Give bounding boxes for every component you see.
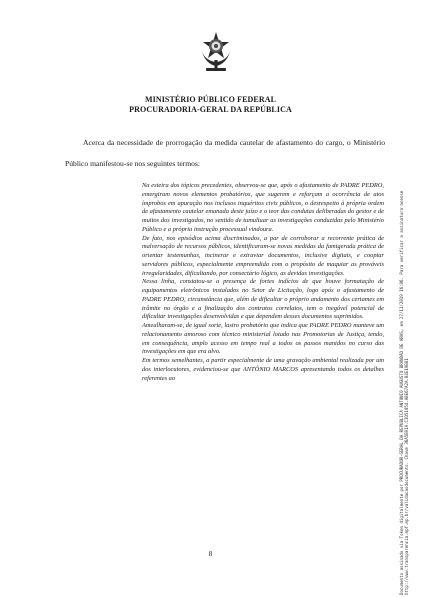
quote-paragraph: Nessa linha, constatou-se a presença de fortes indícios de que houve formatação de equipamentos eletrônicos instalados no Setor de Licitação, logo após o afastamento de PADRE PEDRO, circunstância que, além de dificultar o próprio andamento dos certames em trâmite no órgão e a finalização dos contratos correlatos, tem o inegável potencial de dificultar investigações desenvolvidas e que dependem desses documentos suprimidos. — [142, 278, 384, 321]
verification-link[interactable]: http://www.transparencia.mpf.mp.br/validacaodocumento. Chave 36A5B91A.C3D51054.ABE67A2A.B4E19B81 — [404, 358, 409, 595]
page-number: 8 — [208, 550, 213, 558]
block-quote — [142, 182, 384, 383]
signature-side-note — [399, 10, 413, 595]
intro-paragraph: Acerca da necessidade de prorrogação da medida cautelar de afastamento do cargo, o Ministério Público manifestou-se nos seguintes termos: — [65, 138, 385, 168]
quote-paragraph: Amealharam-se, de igual sorte, lastro probatório que indica que PADRE PEDRO manteve um relacionamento amoroso com técnico ministerial lotado nas Promotorias de Justiça, tendo, em consequência, amplo acesso em tempo real a todos os passos manidos no curso das investigações em que era alvo. — [142, 322, 384, 356]
quote-paragraph: De fato, nos episódios acima discriminados, a par de corroborar a recorrente prática de malversação de recursos públicos, identificaram-se novas medidas da famigerada prática de orientar testemunhas, incinerar e extraviar documentos, inclusive digitais, e cooptar servidores públicos, especialmente empreendida com o propósito de maquiar as prováveis irregularidades, dificultando, por consectário lógico, as devidas investigações. — [142, 234, 384, 277]
coat-of-arms-emblem — [196, 30, 236, 76]
signature-note-line: Documento assinado via Token digitalmente por PROCURADOR-GERAL DA REPÚBLICA ANTONIO AUGUSTO BRANDÃO DE ARAS, em 27/11/2019 16:06. Para verificar a assinatura acesse — [399, 190, 404, 595]
institution-name: MINISTÉRIO PÚBLICO FEDERAL — [144, 95, 277, 104]
quote-paragraph: Na esteira dos tópicos precedentes, observou-se que, após o afastamento de PADRE PEDRO, emergiram novos elementos probatórios, que sugerem e reforçam a ocorrência de atos ímprobos em apuração nos inclusos inquéritos civis públicos, o desrespeito à própria ordem de afastamento cautelar emanada deste juízo e o teor das condutas deliberadas do gestor e de muitos dos investigados, no sentido de tumultuar as investigações conduzidas pelo Ministério Público e a própria instrução processual vindoura. — [142, 182, 384, 233]
department-name: PROCURADORIA-GERAL DA REPÚBLICA — [129, 105, 292, 114]
quote-paragraph: Em termos semelhantes, a partir especialmente de uma gravação ambiental realizada por um dos interlocutores, evidenciou-se que ANTÔNIO MARCOS apresentando todos os detalhes referentes ao — [142, 357, 384, 382]
